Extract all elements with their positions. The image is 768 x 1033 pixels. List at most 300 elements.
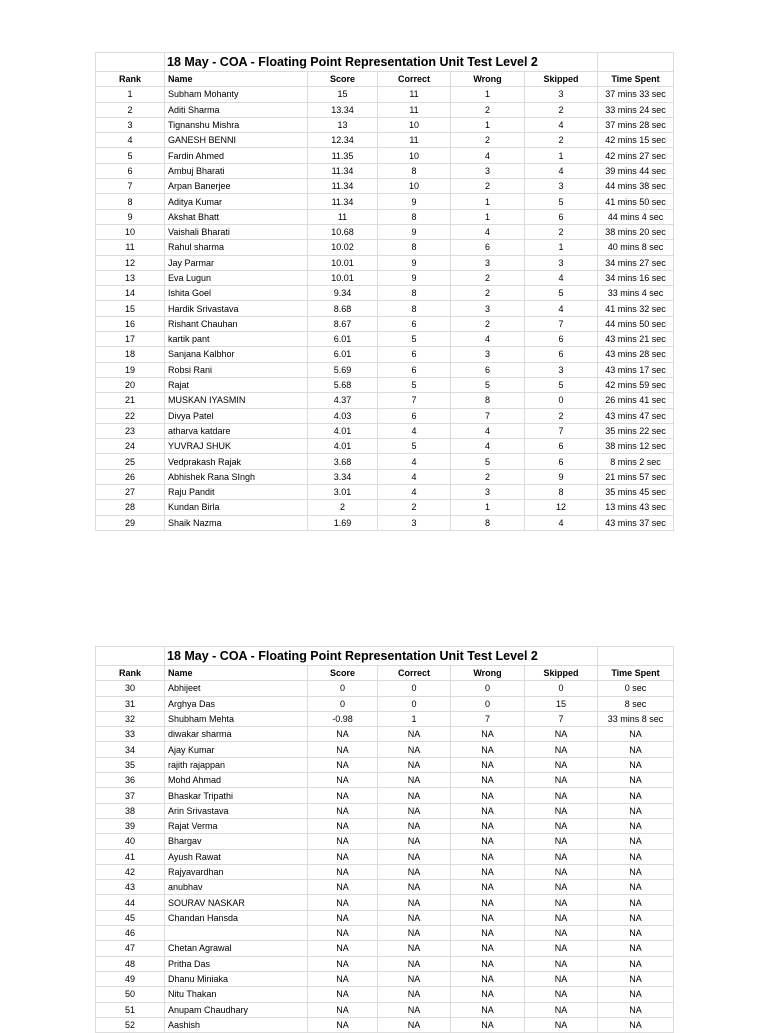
table-row <box>96 270 674 285</box>
correct-cell: NA <box>378 727 451 742</box>
score-cell: NA <box>308 834 378 849</box>
rank-cell: 14 <box>96 286 165 301</box>
table-row <box>96 926 674 941</box>
name-cell <box>165 926 308 941</box>
skipped-cell: 3 <box>525 87 598 102</box>
wrong-cell: 2 <box>451 469 525 484</box>
skipped-cell: 5 <box>525 286 598 301</box>
name-cell: rajith rajappan <box>165 757 308 772</box>
skipped-cell: NA <box>525 956 598 971</box>
table-row <box>96 500 674 515</box>
name-cell: Bhargav <box>165 834 308 849</box>
score-cell: 8.68 <box>308 301 378 316</box>
score-cell: 3.68 <box>308 454 378 469</box>
skipped-cell: 5 <box>525 377 598 392</box>
table-row <box>96 711 674 726</box>
score-cell: 11.34 <box>308 163 378 178</box>
table-row <box>96 880 674 895</box>
skipped-cell: NA <box>525 849 598 864</box>
rank-cell: 23 <box>96 423 165 438</box>
score-cell: 11.34 <box>308 179 378 194</box>
rank-cell: 4 <box>96 133 165 148</box>
rank-cell: 52 <box>96 1017 165 1032</box>
table-row <box>96 727 674 742</box>
sheet2-body <box>96 647 674 1033</box>
wrong-cell: 1 <box>451 209 525 224</box>
rank-cell: 35 <box>96 757 165 772</box>
wrong-cell: 7 <box>451 408 525 423</box>
rank-cell: 25 <box>96 454 165 469</box>
wrong-cell: 2 <box>451 133 525 148</box>
correct-cell: 8 <box>378 163 451 178</box>
rank-cell: 45 <box>96 910 165 925</box>
correct-cell: NA <box>378 987 451 1002</box>
correct-cell: 5 <box>378 439 451 454</box>
skipped-cell: NA <box>525 895 598 910</box>
correct-cell: 7 <box>378 393 451 408</box>
skipped-cell: 1 <box>525 240 598 255</box>
sheet-title: 18 May - COA - Floating Point Representation Unit Test Level 2 <box>165 53 598 72</box>
name-cell: Arghya Das <box>165 696 308 711</box>
correct-cell: 10 <box>378 179 451 194</box>
skipped-cell: NA <box>525 834 598 849</box>
correct-cell: NA <box>378 864 451 879</box>
score-cell: NA <box>308 788 378 803</box>
table-row <box>96 408 674 423</box>
correct-cell: 2 <box>378 500 451 515</box>
score-cell: NA <box>308 895 378 910</box>
time-spent-cell: NA <box>598 956 674 971</box>
table-row <box>96 1002 674 1017</box>
rank-cell: 51 <box>96 1002 165 1017</box>
time-spent-cell: 8 sec <box>598 696 674 711</box>
name-cell: GANESH BENNI <box>165 133 308 148</box>
score-cell: NA <box>308 880 378 895</box>
correct-cell: 6 <box>378 347 451 362</box>
wrong-cell: 3 <box>451 163 525 178</box>
table-row <box>96 255 674 270</box>
correct-cell: 6 <box>378 362 451 377</box>
name-cell: Aditya Kumar <box>165 194 308 209</box>
name-cell: YUVRAJ SHUK <box>165 439 308 454</box>
skipped-cell: 6 <box>525 454 598 469</box>
score-cell: NA <box>308 910 378 925</box>
time-spent-cell: 44 mins 38 sec <box>598 179 674 194</box>
name-cell: Rishant Chauhan <box>165 316 308 331</box>
table-row <box>96 163 674 178</box>
score-cell: 4.01 <box>308 423 378 438</box>
table-row <box>96 1017 674 1032</box>
name-cell: Subham Mohanty <box>165 87 308 102</box>
name-cell: kartik pant <box>165 332 308 347</box>
name-cell: Arpan Banerjee <box>165 179 308 194</box>
name-cell: Vedprakash Rajak <box>165 454 308 469</box>
empty-cell <box>598 647 674 666</box>
wrong-header: Wrong <box>451 72 525 87</box>
rank-cell: 28 <box>96 500 165 515</box>
rank-cell: 31 <box>96 696 165 711</box>
skipped-cell: 9 <box>525 469 598 484</box>
header-row <box>96 72 674 87</box>
skipped-cell: NA <box>525 788 598 803</box>
time-spent-header: Time Spent <box>598 72 674 87</box>
time-spent-cell: 34 mins 27 sec <box>598 255 674 270</box>
name-header: Name <box>165 666 308 681</box>
score-cell: 1.69 <box>308 515 378 530</box>
skipped-cell: 1 <box>525 148 598 163</box>
skipped-cell: 6 <box>525 347 598 362</box>
correct-cell: 1 <box>378 711 451 726</box>
correct-cell: 8 <box>378 301 451 316</box>
skipped-cell: NA <box>525 773 598 788</box>
name-cell: Rajyavardhan <box>165 864 308 879</box>
wrong-cell: NA <box>451 895 525 910</box>
wrong-cell: 2 <box>451 316 525 331</box>
name-cell: Eva Lugun <box>165 270 308 285</box>
table-row <box>96 834 674 849</box>
skipped-cell: NA <box>525 1002 598 1017</box>
correct-cell: 10 <box>378 117 451 132</box>
wrong-cell: 1 <box>451 500 525 515</box>
score-cell: 5.69 <box>308 362 378 377</box>
skipped-cell: NA <box>525 926 598 941</box>
skipped-cell: 3 <box>525 255 598 270</box>
name-cell: anubhav <box>165 880 308 895</box>
time-spent-cell: 37 mins 28 sec <box>598 117 674 132</box>
correct-cell: NA <box>378 773 451 788</box>
time-spent-cell: NA <box>598 880 674 895</box>
correct-cell: 6 <box>378 408 451 423</box>
score-cell: 5.68 <box>308 377 378 392</box>
skipped-cell: NA <box>525 1017 598 1032</box>
rank-cell: 15 <box>96 301 165 316</box>
correct-cell: 11 <box>378 102 451 117</box>
score-cell: 0 <box>308 681 378 696</box>
score-cell: 4.37 <box>308 393 378 408</box>
correct-cell: NA <box>378 818 451 833</box>
correct-cell: NA <box>378 1002 451 1017</box>
time-spent-cell: 42 mins 59 sec <box>598 377 674 392</box>
wrong-cell: 1 <box>451 117 525 132</box>
table-row <box>96 423 674 438</box>
rank-cell: 19 <box>96 362 165 377</box>
name-cell: Chandan Hansda <box>165 910 308 925</box>
name-cell: Mohd Ahmad <box>165 773 308 788</box>
correct-cell: 4 <box>378 423 451 438</box>
score-cell: 12.34 <box>308 133 378 148</box>
correct-cell: NA <box>378 849 451 864</box>
time-spent-cell: 44 mins 50 sec <box>598 316 674 331</box>
name-cell: Bhaskar Tripathi <box>165 788 308 803</box>
rank-cell: 24 <box>96 439 165 454</box>
score-cell: 11.34 <box>308 194 378 209</box>
time-spent-cell: 0 sec <box>598 681 674 696</box>
wrong-cell: 6 <box>451 240 525 255</box>
correct-cell: 3 <box>378 515 451 530</box>
name-cell: atharva katdare <box>165 423 308 438</box>
name-cell: Raju Pandit <box>165 485 308 500</box>
rank-cell: 20 <box>96 377 165 392</box>
time-spent-cell: NA <box>598 910 674 925</box>
time-spent-cell: NA <box>598 849 674 864</box>
name-cell: Rahul sharma <box>165 240 308 255</box>
time-spent-cell: 43 mins 21 sec <box>598 332 674 347</box>
name-cell: Abhishek Rana SIngh <box>165 469 308 484</box>
results-table-page-1 <box>95 52 674 531</box>
wrong-cell: 3 <box>451 485 525 500</box>
time-spent-cell: NA <box>598 941 674 956</box>
skipped-cell: NA <box>525 941 598 956</box>
table-row <box>96 240 674 255</box>
correct-cell: NA <box>378 880 451 895</box>
rank-cell: 46 <box>96 926 165 941</box>
score-cell: NA <box>308 987 378 1002</box>
time-spent-cell: NA <box>598 818 674 833</box>
time-spent-cell: 13 mins 43 sec <box>598 500 674 515</box>
results-table-page-2 <box>95 646 674 1033</box>
score-cell: 3.34 <box>308 469 378 484</box>
rank-cell: 36 <box>96 773 165 788</box>
wrong-cell: 5 <box>451 377 525 392</box>
correct-cell: 4 <box>378 454 451 469</box>
table-row <box>96 681 674 696</box>
wrong-cell: 8 <box>451 393 525 408</box>
rank-cell: 22 <box>96 408 165 423</box>
table-row <box>96 971 674 986</box>
rank-cell: 27 <box>96 485 165 500</box>
table-row <box>96 362 674 377</box>
rank-cell: 26 <box>96 469 165 484</box>
time-spent-cell: 39 mins 44 sec <box>598 163 674 178</box>
time-spent-cell: NA <box>598 742 674 757</box>
table-row <box>96 301 674 316</box>
skipped-cell: 4 <box>525 515 598 530</box>
correct-cell: 5 <box>378 332 451 347</box>
time-spent-cell: 42 mins 27 sec <box>598 148 674 163</box>
table-row <box>96 696 674 711</box>
table-row <box>96 773 674 788</box>
wrong-cell: NA <box>451 773 525 788</box>
time-spent-cell: NA <box>598 1002 674 1017</box>
wrong-cell: 3 <box>451 347 525 362</box>
table-row <box>96 87 674 102</box>
time-spent-cell: 43 mins 47 sec <box>598 408 674 423</box>
score-cell: 3.01 <box>308 485 378 500</box>
score-cell: NA <box>308 849 378 864</box>
time-spent-cell: 37 mins 33 sec <box>598 87 674 102</box>
skipped-cell: 4 <box>525 117 598 132</box>
correct-cell: 9 <box>378 255 451 270</box>
rank-cell: 17 <box>96 332 165 347</box>
rank-cell: 30 <box>96 681 165 696</box>
table-row <box>96 194 674 209</box>
score-cell: NA <box>308 1017 378 1032</box>
rank-cell: 10 <box>96 224 165 239</box>
skipped-cell: 7 <box>525 711 598 726</box>
rank-cell: 43 <box>96 880 165 895</box>
wrong-cell: NA <box>451 849 525 864</box>
wrong-cell: NA <box>451 834 525 849</box>
wrong-cell: NA <box>451 987 525 1002</box>
skipped-cell: 12 <box>525 500 598 515</box>
skipped-cell: 2 <box>525 224 598 239</box>
time-spent-cell: NA <box>598 1017 674 1032</box>
wrong-cell: 4 <box>451 332 525 347</box>
rank-cell: 29 <box>96 515 165 530</box>
time-spent-cell: NA <box>598 834 674 849</box>
correct-cell: 9 <box>378 270 451 285</box>
name-cell: diwakar sharma <box>165 727 308 742</box>
rank-cell: 18 <box>96 347 165 362</box>
correct-cell: NA <box>378 971 451 986</box>
rank-cell: 50 <box>96 987 165 1002</box>
time-spent-cell: 8 mins 2 sec <box>598 454 674 469</box>
rank-cell: 8 <box>96 194 165 209</box>
name-cell: Shubham Mehta <box>165 711 308 726</box>
rank-cell: 32 <box>96 711 165 726</box>
rank-cell: 13 <box>96 270 165 285</box>
time-spent-cell: 34 mins 16 sec <box>598 270 674 285</box>
wrong-cell: 3 <box>451 255 525 270</box>
rank-cell: 47 <box>96 941 165 956</box>
name-cell: SOURAV NASKAR <box>165 895 308 910</box>
wrong-cell: 4 <box>451 423 525 438</box>
rank-cell: 1 <box>96 87 165 102</box>
empty-cell <box>96 53 165 72</box>
name-cell: Ajay Kumar <box>165 742 308 757</box>
skipped-cell: 6 <box>525 209 598 224</box>
name-cell: Aashish <box>165 1017 308 1032</box>
wrong-header: Wrong <box>451 666 525 681</box>
wrong-cell: 1 <box>451 194 525 209</box>
name-cell: Ambuj Bharati <box>165 163 308 178</box>
time-spent-cell: 38 mins 12 sec <box>598 439 674 454</box>
time-spent-cell: NA <box>598 773 674 788</box>
correct-cell: NA <box>378 910 451 925</box>
name-cell: Pritha Das <box>165 956 308 971</box>
score-cell: 10.01 <box>308 270 378 285</box>
time-spent-cell: NA <box>598 757 674 772</box>
time-spent-cell: NA <box>598 803 674 818</box>
name-cell: Vaishali Bharati <box>165 224 308 239</box>
wrong-cell: 4 <box>451 224 525 239</box>
time-spent-cell: 21 mins 57 sec <box>598 469 674 484</box>
correct-cell: 9 <box>378 194 451 209</box>
score-cell: NA <box>308 1002 378 1017</box>
wrong-cell: 1 <box>451 87 525 102</box>
rank-cell: 12 <box>96 255 165 270</box>
time-spent-cell: 41 mins 32 sec <box>598 301 674 316</box>
correct-cell: 4 <box>378 469 451 484</box>
score-cell: 8.67 <box>308 316 378 331</box>
rank-cell: 49 <box>96 971 165 986</box>
rank-cell: 40 <box>96 834 165 849</box>
score-cell: NA <box>308 818 378 833</box>
table-row <box>96 849 674 864</box>
skipped-cell: 4 <box>525 163 598 178</box>
name-cell: Ishita Goel <box>165 286 308 301</box>
rank-cell: 2 <box>96 102 165 117</box>
wrong-cell: NA <box>451 956 525 971</box>
table-row <box>96 148 674 163</box>
name-cell: Nitu Thakan <box>165 987 308 1002</box>
skipped-cell: 3 <box>525 362 598 377</box>
skipped-cell: 6 <box>525 439 598 454</box>
table-row <box>96 941 674 956</box>
correct-header: Correct <box>378 666 451 681</box>
table-row <box>96 286 674 301</box>
score-cell: NA <box>308 757 378 772</box>
score-cell: 6.01 <box>308 332 378 347</box>
name-header: Name <box>165 72 308 87</box>
time-spent-cell: 42 mins 15 sec <box>598 133 674 148</box>
wrong-cell: 2 <box>451 179 525 194</box>
table-row <box>96 332 674 347</box>
correct-cell: 0 <box>378 696 451 711</box>
skipped-cell: 0 <box>525 393 598 408</box>
score-cell: NA <box>308 971 378 986</box>
rank-cell: 6 <box>96 163 165 178</box>
wrong-cell: NA <box>451 926 525 941</box>
skipped-cell: NA <box>525 818 598 833</box>
table-row <box>96 133 674 148</box>
score-cell: 0 <box>308 696 378 711</box>
name-cell: Rajat <box>165 377 308 392</box>
table-row <box>96 910 674 925</box>
time-spent-cell: NA <box>598 895 674 910</box>
table-row <box>96 515 674 530</box>
correct-cell: NA <box>378 757 451 772</box>
wrong-cell: NA <box>451 941 525 956</box>
correct-cell: NA <box>378 803 451 818</box>
skipped-cell: 7 <box>525 316 598 331</box>
sheet1-body <box>96 53 674 531</box>
name-cell: Rajat Verma <box>165 818 308 833</box>
name-cell: Anupam Chaudhary <box>165 1002 308 1017</box>
table-row <box>96 864 674 879</box>
time-spent-cell: NA <box>598 864 674 879</box>
rank-cell: 5 <box>96 148 165 163</box>
wrong-cell: NA <box>451 1002 525 1017</box>
table-row <box>96 895 674 910</box>
rank-cell: 33 <box>96 727 165 742</box>
wrong-cell: NA <box>451 1017 525 1032</box>
rank-cell: 42 <box>96 864 165 879</box>
name-cell: Hardik Srivastava <box>165 301 308 316</box>
score-cell: 11.35 <box>308 148 378 163</box>
name-cell: Tignanshu Mishra <box>165 117 308 132</box>
wrong-cell: 2 <box>451 270 525 285</box>
time-spent-cell: NA <box>598 971 674 986</box>
skipped-header: Skipped <box>525 666 598 681</box>
name-cell: MUSKAN IYASMIN <box>165 393 308 408</box>
time-spent-cell: 38 mins 20 sec <box>598 224 674 239</box>
correct-cell: NA <box>378 941 451 956</box>
rank-cell: 3 <box>96 117 165 132</box>
wrong-cell: NA <box>451 742 525 757</box>
correct-cell: 10 <box>378 148 451 163</box>
correct-cell: NA <box>378 788 451 803</box>
correct-header: Correct <box>378 72 451 87</box>
time-spent-cell: 35 mins 22 sec <box>598 423 674 438</box>
table-row <box>96 788 674 803</box>
table-row <box>96 209 674 224</box>
score-header: Score <box>308 666 378 681</box>
time-spent-cell: NA <box>598 987 674 1002</box>
correct-cell: 11 <box>378 87 451 102</box>
score-header: Score <box>308 72 378 87</box>
table-row <box>96 377 674 392</box>
